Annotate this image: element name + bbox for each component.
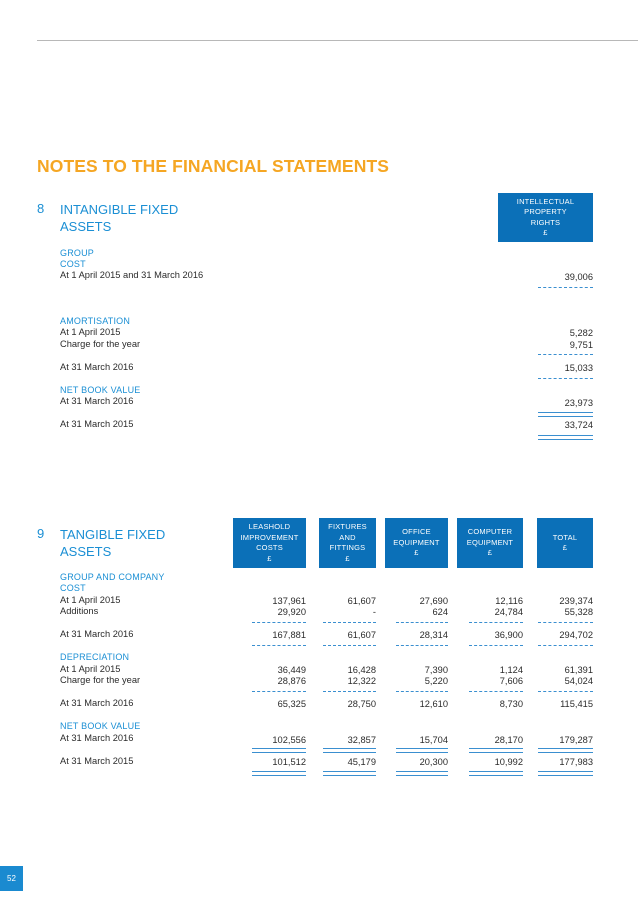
double-rule — [252, 771, 306, 776]
note8-amort-row-value: 5,282 — [569, 328, 593, 338]
note9-total-label: At 31 March 2016 — [60, 629, 134, 639]
note9-row-label: Additions — [60, 606, 99, 616]
double-rule — [538, 748, 593, 753]
cell: 179,287 — [559, 735, 593, 745]
note8-number: 8 — [37, 201, 45, 216]
note9-group-label: GROUP AND COMPANY — [60, 572, 165, 582]
double-rule — [538, 771, 593, 776]
cell: 7,606 — [499, 676, 523, 686]
cell: 167,881 — [272, 630, 306, 640]
note9-cost-label: COST — [60, 583, 86, 593]
separator-line — [323, 622, 376, 623]
cell: 137,961 — [272, 596, 306, 606]
cell: 29,920 — [277, 607, 306, 617]
note8-cost-row-label: At 1 April 2015 and 31 March 2016 — [60, 270, 204, 280]
top-divider — [37, 40, 638, 41]
note8-amort-row-label: At 1 April 2015 — [60, 327, 121, 337]
note8-cost-label: COST — [60, 259, 86, 269]
header-line: RIGHTS — [530, 217, 561, 227]
note9-nbv-label: NET BOOK VALUE — [60, 721, 141, 731]
note8-amortisation-label: AMORTISATION — [60, 316, 131, 326]
cell: 28,314 — [419, 630, 448, 640]
separator-line — [252, 622, 306, 623]
cell: 55,328 — [564, 607, 593, 617]
cell: 65,325 — [277, 699, 306, 709]
col-header-leasehold — [233, 518, 306, 568]
cell: 177,983 — [559, 757, 593, 767]
separator-line — [396, 622, 448, 623]
double-rule — [469, 771, 523, 776]
note8-col-header — [498, 193, 593, 242]
header-line: LEASHOLD — [248, 522, 291, 531]
note9-row-label: At 31 March 2016 — [60, 733, 134, 743]
note9-depreciation-label: DEPRECIATION — [60, 652, 130, 662]
cell: 61,607 — [347, 596, 376, 606]
col-header-total — [537, 518, 593, 568]
header-line: AND — [339, 532, 356, 542]
cell: 624 — [432, 607, 448, 617]
note8-nbv-label: NET BOOK VALUE — [60, 385, 141, 395]
double-rule — [252, 748, 306, 753]
separator-line — [538, 645, 593, 646]
separator-line — [469, 622, 523, 623]
cell: 24,784 — [494, 607, 523, 617]
note8-cost-row-value: 39,006 — [564, 272, 593, 282]
header-line: COSTS — [256, 543, 283, 552]
header-line: £ — [487, 548, 493, 558]
page-title: NOTES TO THE FINANCIAL STATEMENTS — [37, 156, 390, 176]
separator-line — [252, 645, 306, 646]
double-rule — [469, 748, 523, 753]
header-line: TOTAL — [552, 532, 578, 542]
cell: 12,116 — [495, 596, 523, 606]
cell: 54,024 — [564, 676, 593, 686]
cell: 12,610 — [419, 699, 448, 709]
header-line: FIXTURES — [328, 522, 367, 531]
header-line: EQUIPMENT — [466, 537, 514, 547]
separator-line — [538, 287, 593, 288]
header-line: COMPUTER — [467, 527, 513, 537]
cell: 10,992 — [494, 757, 523, 767]
separator-line — [538, 691, 593, 692]
cell: 102,556 — [272, 735, 306, 745]
cell: 115,415 — [560, 699, 593, 709]
separator-line — [396, 691, 448, 692]
separator-line — [323, 645, 376, 646]
note9-title-line2: ASSETS — [60, 544, 112, 559]
cell: 27,690 — [419, 596, 448, 606]
cell: 239,374 — [559, 596, 593, 606]
note8-amort-total-value: 15,033 — [564, 363, 593, 373]
header-line: IMPROVEMENT — [240, 532, 299, 542]
note8-title-line1: INTANGIBLE FIXED — [60, 202, 179, 217]
cell: 101,512 — [272, 757, 306, 767]
cell: 8,730 — [499, 699, 523, 709]
page-number: 52 — [0, 866, 23, 891]
separator-line — [396, 645, 448, 646]
cell: 1,124 — [499, 665, 523, 675]
separator-line — [469, 645, 523, 646]
double-rule — [323, 771, 376, 776]
separator-line — [538, 378, 593, 379]
col-header-office — [385, 518, 448, 568]
header-line: INTELLECTUAL — [516, 196, 575, 206]
cell: 5,220 — [424, 676, 448, 686]
note9-row-label: Charge for the year — [60, 675, 141, 685]
cell: 61,607 — [347, 630, 376, 640]
note9-total-label: At 31 March 2016 — [60, 698, 134, 708]
note8-nbv-row-label: At 31 March 2015 — [60, 419, 134, 429]
note9-row-label: At 1 April 2015 — [60, 664, 121, 674]
cell: 15,704 — [419, 735, 448, 745]
note8-title-line2: ASSETS — [60, 219, 112, 234]
cell: 16,428 — [347, 665, 376, 675]
note8-nbv-row-value: 23,973 — [564, 398, 593, 408]
double-rule — [396, 771, 448, 776]
separator-line — [469, 691, 523, 692]
header-line: FITTINGS — [329, 543, 366, 552]
double-rule — [396, 748, 448, 753]
cell: 294,702 — [559, 630, 593, 640]
cell: 61,391 — [564, 665, 593, 675]
col-header-computer — [457, 518, 523, 568]
header-line: £ — [562, 543, 568, 552]
double-rule — [538, 435, 593, 440]
note9-title-line1: TANGIBLE FIXED — [60, 527, 166, 542]
separator-line — [252, 691, 306, 692]
separator-line — [323, 691, 376, 692]
note8-nbv-row-label: At 31 March 2016 — [60, 396, 134, 406]
note8-amort-row-label: Charge for the year — [60, 339, 141, 349]
col-header-fixtures — [319, 518, 376, 568]
cell: 45,179 — [347, 757, 376, 767]
header-line: EQUIPMENT — [393, 537, 440, 547]
note8-group-label: GROUP — [60, 248, 95, 258]
note8-nbv-row-value: 33,724 — [564, 420, 593, 430]
cell: 36,449 — [277, 665, 306, 675]
separator-line — [538, 622, 593, 623]
cell: 28,750 — [347, 699, 376, 709]
header-line: £ — [414, 548, 419, 558]
note8-title — [60, 201, 178, 235]
note8-amort-row-value: 9,751 — [569, 340, 593, 350]
cell: 20,300 — [419, 757, 448, 767]
cell: 28,876 — [277, 676, 306, 686]
note9-title — [60, 526, 165, 560]
note9-number: 9 — [37, 526, 45, 541]
cell: 12,322 — [347, 676, 376, 686]
cell: 28,170 — [494, 735, 523, 745]
header-line: PROPERTY — [524, 207, 567, 216]
double-rule — [323, 748, 376, 753]
cell: 32,857 — [347, 735, 376, 745]
cell: 7,390 — [424, 665, 448, 675]
header-line: £ — [267, 553, 272, 563]
cell: - — [372, 607, 376, 617]
header-line: OFFICE — [402, 527, 431, 537]
double-rule — [538, 412, 593, 417]
note9-row-label: At 1 April 2015 — [60, 595, 121, 605]
cell: 36,900 — [494, 630, 523, 640]
header-line: £ — [543, 228, 548, 237]
header-line: £ — [345, 553, 350, 563]
note9-row-label: At 31 March 2015 — [60, 756, 134, 766]
note8-amort-total-label: At 31 March 2016 — [60, 362, 134, 372]
separator-line — [538, 354, 593, 355]
